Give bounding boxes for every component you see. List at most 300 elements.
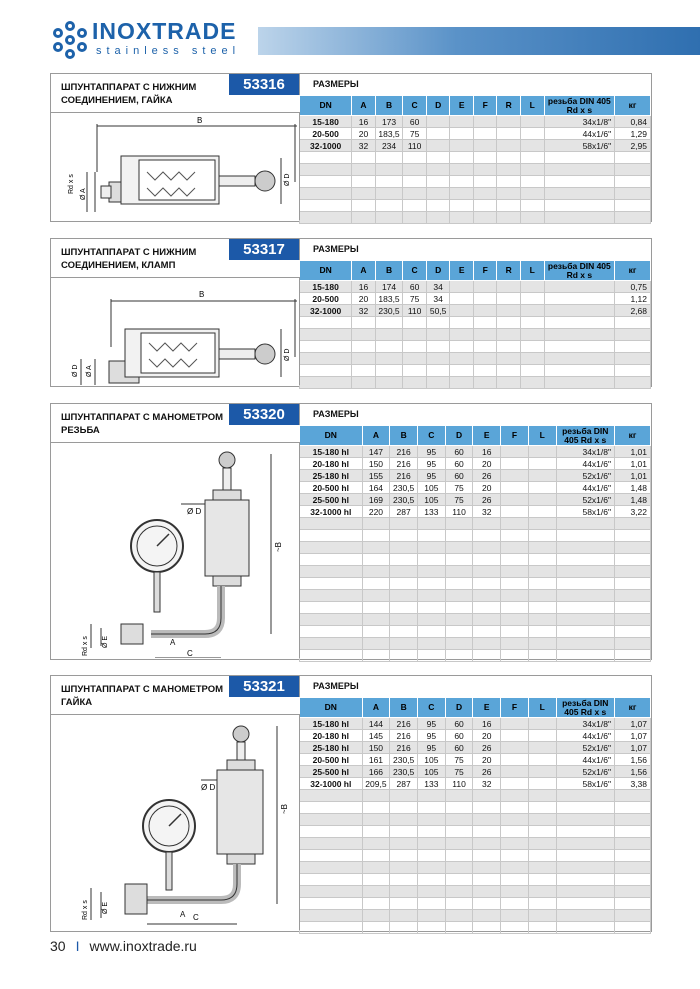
table-cell bbox=[556, 922, 615, 934]
table-cell bbox=[473, 188, 497, 200]
table-cell bbox=[403, 365, 427, 377]
table-cell bbox=[521, 188, 545, 200]
table-cell: 287 bbox=[390, 506, 418, 518]
table-cell: 110 bbox=[445, 778, 473, 790]
table-cell bbox=[528, 518, 556, 530]
product-code: 53317 bbox=[229, 239, 299, 260]
table-cell: 16 bbox=[473, 718, 501, 730]
dim-label-a: Ø A bbox=[86, 365, 93, 377]
table-cell: 75 bbox=[445, 754, 473, 766]
table-cell bbox=[528, 742, 556, 754]
table-cell bbox=[615, 176, 651, 188]
table-cell bbox=[501, 506, 529, 518]
table-cell bbox=[426, 365, 450, 377]
table-row bbox=[300, 317, 651, 329]
column-header: E bbox=[473, 426, 501, 446]
table-cell bbox=[300, 353, 352, 365]
website-link[interactable]: www.inoxtrade.ru bbox=[89, 938, 197, 954]
table-cell bbox=[418, 814, 446, 826]
column-header: C bbox=[403, 261, 427, 281]
table-cell: 110 bbox=[403, 140, 427, 152]
table-cell bbox=[615, 838, 651, 850]
dim-label-rd: Rd x s bbox=[82, 636, 89, 656]
table-cell bbox=[473, 626, 501, 638]
table-cell: 25-500 hl bbox=[300, 766, 363, 778]
table-cell bbox=[501, 626, 529, 638]
table-cell: 60 bbox=[445, 730, 473, 742]
table-cell bbox=[501, 850, 529, 862]
column-header: C bbox=[418, 698, 446, 718]
table-row bbox=[300, 188, 651, 200]
table-cell bbox=[497, 329, 521, 341]
table-cell: 34x1/8" bbox=[556, 718, 615, 730]
table-cell bbox=[300, 554, 363, 566]
technical-drawing bbox=[51, 442, 300, 658]
table-cell bbox=[615, 590, 651, 602]
table-cell: 230,5 bbox=[375, 305, 403, 317]
table-cell bbox=[521, 293, 545, 305]
footer-separator: I bbox=[75, 938, 80, 954]
column-header: DN bbox=[300, 426, 363, 446]
table-cell bbox=[375, 329, 403, 341]
table-cell bbox=[528, 826, 556, 838]
dim-label-d: Ø D bbox=[284, 348, 291, 361]
table-row bbox=[300, 293, 651, 305]
table-cell: 26 bbox=[473, 470, 501, 482]
table-cell bbox=[445, 862, 473, 874]
table-row bbox=[300, 650, 651, 662]
table-cell bbox=[501, 602, 529, 614]
column-header: E bbox=[473, 698, 501, 718]
table-cell bbox=[528, 578, 556, 590]
table-cell bbox=[501, 922, 529, 934]
table-cell bbox=[426, 377, 450, 389]
table-cell bbox=[556, 874, 615, 886]
table-cell bbox=[426, 164, 450, 176]
table-cell bbox=[501, 742, 529, 754]
table-cell bbox=[352, 329, 376, 341]
table-cell bbox=[556, 590, 615, 602]
column-header: L bbox=[528, 426, 556, 446]
table-cell: 20 bbox=[473, 754, 501, 766]
table-row bbox=[300, 341, 651, 353]
table-cell: 110 bbox=[445, 506, 473, 518]
table-cell bbox=[501, 910, 529, 922]
table-cell bbox=[556, 626, 615, 638]
table-cell: 44x1/6" bbox=[556, 458, 615, 470]
table-row bbox=[300, 365, 651, 377]
table-cell bbox=[544, 176, 615, 188]
table-cell bbox=[426, 353, 450, 365]
table-cell bbox=[445, 590, 473, 602]
product-title: ШПУНТАППАРАТ С МАНОМЕТРОМ ГАЙКА bbox=[51, 676, 300, 715]
table-cell bbox=[497, 341, 521, 353]
table-cell bbox=[528, 718, 556, 730]
table-cell bbox=[473, 377, 497, 389]
table-cell bbox=[426, 116, 450, 128]
table-cell bbox=[501, 470, 529, 482]
table-cell bbox=[450, 365, 474, 377]
table-cell: 105 bbox=[418, 494, 446, 506]
table-cell bbox=[390, 826, 418, 838]
table-row bbox=[300, 377, 651, 389]
table-cell: 15-180 hl bbox=[300, 446, 363, 458]
table-cell bbox=[375, 365, 403, 377]
table-cell bbox=[528, 790, 556, 802]
table-cell bbox=[544, 365, 615, 377]
table-cell bbox=[445, 790, 473, 802]
table-row bbox=[300, 116, 651, 128]
table-cell bbox=[390, 874, 418, 886]
table-cell bbox=[521, 341, 545, 353]
table-cell bbox=[450, 188, 474, 200]
table-row bbox=[300, 638, 651, 650]
table-cell: 32-1000 bbox=[300, 140, 352, 152]
table-cell bbox=[497, 317, 521, 329]
table-cell bbox=[615, 614, 651, 626]
table-cell bbox=[501, 566, 529, 578]
table-cell bbox=[375, 353, 403, 365]
table-cell bbox=[615, 790, 651, 802]
table-cell bbox=[450, 377, 474, 389]
table-cell bbox=[615, 850, 651, 862]
table-cell bbox=[300, 802, 363, 814]
table-row bbox=[300, 506, 651, 518]
table-cell bbox=[473, 329, 497, 341]
table-row bbox=[300, 742, 651, 754]
table-cell bbox=[300, 814, 363, 826]
table-cell bbox=[497, 365, 521, 377]
table-cell bbox=[445, 614, 473, 626]
table-cell bbox=[615, 638, 651, 650]
table-cell bbox=[300, 542, 363, 554]
table-cell: 52x1/6" bbox=[556, 470, 615, 482]
table-cell: 145 bbox=[362, 730, 390, 742]
table-cell bbox=[473, 530, 501, 542]
table-cell bbox=[362, 838, 390, 850]
table-cell bbox=[501, 778, 529, 790]
table-cell bbox=[501, 874, 529, 886]
table-cell bbox=[497, 305, 521, 317]
table-cell bbox=[390, 578, 418, 590]
table-cell bbox=[473, 650, 501, 662]
table-cell bbox=[403, 164, 427, 176]
table-cell bbox=[300, 874, 363, 886]
table-cell bbox=[300, 614, 363, 626]
table-cell bbox=[544, 353, 615, 365]
table-cell bbox=[352, 176, 376, 188]
dim-label-d: Ø D bbox=[284, 173, 291, 186]
table-row bbox=[300, 518, 651, 530]
table-cell: 110 bbox=[403, 305, 427, 317]
table-cell bbox=[300, 638, 363, 650]
table-cell bbox=[556, 838, 615, 850]
column-header: B bbox=[375, 261, 403, 281]
table-cell: 25-180 hl bbox=[300, 742, 363, 754]
table-cell bbox=[390, 910, 418, 922]
table-cell bbox=[473, 862, 501, 874]
table-cell bbox=[300, 176, 352, 188]
table-cell bbox=[528, 862, 556, 874]
table-cell: 95 bbox=[418, 718, 446, 730]
table-cell bbox=[352, 200, 376, 212]
table-cell bbox=[473, 212, 497, 224]
table-cell bbox=[426, 329, 450, 341]
table-cell bbox=[521, 116, 545, 128]
page-number: 30 bbox=[50, 938, 66, 954]
table-header-row bbox=[300, 698, 651, 718]
table-cell: 1,07 bbox=[615, 742, 651, 754]
column-header: E bbox=[450, 261, 474, 281]
table-cell bbox=[418, 530, 446, 542]
technical-drawing bbox=[51, 112, 300, 220]
table-cell bbox=[403, 212, 427, 224]
table-cell bbox=[390, 590, 418, 602]
table-cell: 20-500 bbox=[300, 128, 352, 140]
table-cell: 216 bbox=[390, 718, 418, 730]
table-cell: 60 bbox=[445, 458, 473, 470]
table-cell bbox=[362, 626, 390, 638]
table-cell bbox=[501, 898, 529, 910]
table-cell bbox=[418, 802, 446, 814]
table-cell bbox=[473, 365, 497, 377]
table-row bbox=[300, 754, 651, 766]
table-cell: 32 bbox=[473, 778, 501, 790]
column-header: D bbox=[426, 96, 450, 116]
table-cell: 75 bbox=[445, 766, 473, 778]
table-cell: 1,01 bbox=[615, 458, 651, 470]
table-cell bbox=[418, 566, 446, 578]
product-code: 53321 bbox=[229, 676, 299, 697]
table-cell bbox=[521, 212, 545, 224]
technical-drawing bbox=[51, 277, 300, 385]
table-cell: 216 bbox=[390, 742, 418, 754]
table-cell bbox=[450, 152, 474, 164]
table-cell: 209,5 bbox=[362, 778, 390, 790]
table-cell bbox=[300, 164, 352, 176]
table-cell: 34 bbox=[426, 293, 450, 305]
column-header: D bbox=[445, 426, 473, 446]
column-header: R bbox=[497, 96, 521, 116]
table-cell: 166 bbox=[362, 766, 390, 778]
table-cell: 32-1000 hl bbox=[300, 778, 363, 790]
table-cell bbox=[556, 886, 615, 898]
table-cell: 95 bbox=[418, 730, 446, 742]
column-header: L bbox=[521, 96, 545, 116]
table-cell bbox=[544, 293, 615, 305]
table-cell bbox=[473, 578, 501, 590]
table-cell bbox=[615, 353, 651, 365]
table-cell bbox=[497, 188, 521, 200]
table-cell: 1,48 bbox=[615, 494, 651, 506]
column-header: F bbox=[501, 426, 529, 446]
table-cell bbox=[615, 317, 651, 329]
table-cell bbox=[418, 638, 446, 650]
table-cell bbox=[450, 281, 474, 293]
table-cell: 52x1/6" bbox=[556, 742, 615, 754]
table-cell bbox=[544, 305, 615, 317]
table-cell: 230,5 bbox=[390, 754, 418, 766]
column-header: F bbox=[473, 261, 497, 281]
table-cell bbox=[362, 874, 390, 886]
table-cell: 230,5 bbox=[390, 494, 418, 506]
table-header-row bbox=[300, 261, 651, 281]
table-cell bbox=[528, 766, 556, 778]
table-cell: 20 bbox=[352, 293, 376, 305]
table-cell bbox=[556, 518, 615, 530]
table-row bbox=[300, 200, 651, 212]
table-row bbox=[300, 814, 651, 826]
table-cell bbox=[352, 317, 376, 329]
table-cell bbox=[362, 790, 390, 802]
table-cell bbox=[473, 353, 497, 365]
table-cell: 1,48 bbox=[615, 482, 651, 494]
dimensions-table bbox=[299, 697, 651, 934]
table-cell bbox=[450, 341, 474, 353]
table-cell bbox=[615, 164, 651, 176]
table-cell bbox=[501, 518, 529, 530]
column-header: A bbox=[352, 96, 376, 116]
table-cell bbox=[390, 554, 418, 566]
table-cell: 20-180 hl bbox=[300, 730, 363, 742]
table-cell bbox=[426, 140, 450, 152]
table-cell bbox=[473, 802, 501, 814]
table-cell bbox=[300, 838, 363, 850]
table-cell bbox=[445, 602, 473, 614]
table-cell bbox=[556, 802, 615, 814]
table-row bbox=[300, 566, 651, 578]
column-header: C bbox=[403, 96, 427, 116]
table-cell bbox=[501, 790, 529, 802]
table-cell bbox=[300, 590, 363, 602]
table-cell: 1,07 bbox=[615, 718, 651, 730]
dim-label-c: C bbox=[187, 649, 193, 658]
table-cell: 16 bbox=[352, 281, 376, 293]
table-cell bbox=[390, 802, 418, 814]
table-cell bbox=[418, 862, 446, 874]
table-cell bbox=[362, 518, 390, 530]
table-row bbox=[300, 802, 651, 814]
table-cell bbox=[556, 614, 615, 626]
table-cell bbox=[544, 152, 615, 164]
table-cell: 32-1000 hl bbox=[300, 506, 363, 518]
table-row bbox=[300, 458, 651, 470]
table-cell bbox=[300, 212, 352, 224]
table-row bbox=[300, 152, 651, 164]
table-cell: 147 bbox=[362, 446, 390, 458]
table-cell bbox=[501, 814, 529, 826]
dim-label-d-left: Ø D bbox=[72, 364, 79, 377]
table-cell bbox=[615, 826, 651, 838]
table-cell bbox=[473, 590, 501, 602]
table-cell: 234 bbox=[375, 140, 403, 152]
table-cell bbox=[528, 898, 556, 910]
table-cell bbox=[521, 152, 545, 164]
table-row bbox=[300, 176, 651, 188]
dim-label-e: Ø E bbox=[102, 635, 109, 648]
table-cell bbox=[528, 802, 556, 814]
table-cell bbox=[528, 814, 556, 826]
product-title: ШПУНТАППАРАТ С НИЖНИМ СОЕДИНЕНИЕМ, ГАЙКА bbox=[51, 74, 300, 113]
product-code: 53320 bbox=[229, 404, 299, 425]
table-cell bbox=[445, 838, 473, 850]
table-cell bbox=[501, 482, 529, 494]
table-cell: 174 bbox=[375, 281, 403, 293]
table-cell bbox=[528, 530, 556, 542]
column-header: F bbox=[473, 96, 497, 116]
table-cell: 20-500 bbox=[300, 293, 352, 305]
table-cell bbox=[390, 838, 418, 850]
table-row bbox=[300, 718, 651, 730]
table-row bbox=[300, 329, 651, 341]
table-cell bbox=[300, 365, 352, 377]
table-cell: 150 bbox=[362, 742, 390, 754]
column-header: B bbox=[390, 426, 418, 446]
table-cell bbox=[544, 200, 615, 212]
column-header: кг bbox=[615, 261, 651, 281]
table-cell bbox=[473, 814, 501, 826]
table-cell bbox=[426, 212, 450, 224]
table-cell bbox=[403, 152, 427, 164]
table-cell bbox=[300, 650, 363, 662]
table-cell bbox=[426, 341, 450, 353]
table-cell bbox=[390, 530, 418, 542]
table-cell bbox=[300, 922, 363, 934]
table-cell bbox=[521, 365, 545, 377]
table-cell bbox=[528, 566, 556, 578]
table-cell bbox=[445, 874, 473, 886]
table-row bbox=[300, 590, 651, 602]
table-cell bbox=[426, 128, 450, 140]
table-cell bbox=[450, 329, 474, 341]
table-cell bbox=[450, 128, 474, 140]
dim-label-b: ~B bbox=[274, 541, 283, 552]
table-row bbox=[300, 874, 651, 886]
dim-label-d: Ø D bbox=[187, 507, 202, 516]
table-cell bbox=[362, 898, 390, 910]
table-cell bbox=[473, 341, 497, 353]
table-cell bbox=[521, 140, 545, 152]
table-cell bbox=[362, 910, 390, 922]
table-cell bbox=[473, 305, 497, 317]
table-row bbox=[300, 790, 651, 802]
table-cell bbox=[362, 922, 390, 934]
table-cell bbox=[362, 802, 390, 814]
table-cell: 1,56 bbox=[615, 766, 651, 778]
column-header: F bbox=[501, 698, 529, 718]
column-header: B bbox=[390, 698, 418, 718]
table-cell bbox=[300, 152, 352, 164]
table-cell bbox=[352, 377, 376, 389]
table-cell bbox=[375, 341, 403, 353]
table-row bbox=[300, 212, 651, 224]
table-cell bbox=[615, 377, 651, 389]
table-cell: 32 bbox=[352, 140, 376, 152]
table-cell bbox=[445, 898, 473, 910]
table-cell bbox=[556, 602, 615, 614]
table-cell bbox=[556, 554, 615, 566]
page-footer bbox=[50, 938, 197, 954]
table-cell bbox=[473, 164, 497, 176]
table-cell bbox=[544, 281, 615, 293]
column-header: резьба DIN 405 Rd x s bbox=[556, 426, 615, 446]
table-cell bbox=[390, 650, 418, 662]
table-cell bbox=[521, 305, 545, 317]
table-cell bbox=[450, 164, 474, 176]
table-row bbox=[300, 730, 651, 742]
table-cell bbox=[497, 140, 521, 152]
table-cell bbox=[556, 862, 615, 874]
